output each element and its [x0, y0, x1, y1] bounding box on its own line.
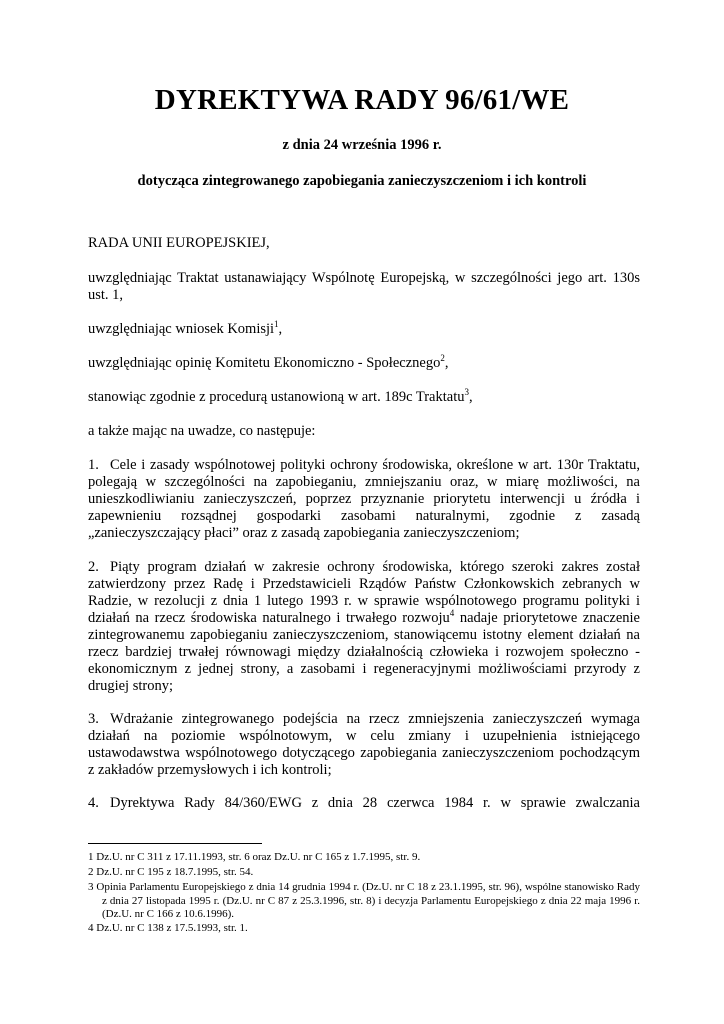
recital-number: 4. [88, 795, 99, 811]
recital-2 [88, 559, 640, 695]
recital-1 [88, 457, 640, 542]
footnote-ref-3: 3 [464, 387, 469, 398]
recital-text-part: nadaje priorytetowe znaczenie zintegrowanemu zapobieganiu zanieczyszczeniom, stanowiącemu istotny element działań na rzecz bardziej trwałej równowagi między działalnością człowieka i rozwojem społeczno - ekonomicznym z jednej strony, a zasobami i regeneracyjnymi możliwościami przyrody z drugiej strony; [88, 610, 640, 694]
preamble-procedure: stanowiąc zgodnie z procedurą ustanowioną w art. 189c Traktatu$^3$, [88, 387, 473, 405]
recital-text: Cele i zasady wspólnotowej polityki ochrony środowiska, określone w art. 130r Traktatu, polegają w szczególności na zapobieganiu, zmniejszaniu oraz, w miarę możliwości, na unieszkodliwianiu zanieczyszczeń, poprzez przyznanie priorytetu interwencji u źródła i zapewnieniu rozsądnej gospodarki zasobami naturalnymi, zgodnie z zasadą „zanieczyszczający płaci” oraz z zasadą zapobiegania zanieczyszczeniom; [88, 457, 640, 541]
footnote-separator [88, 843, 262, 844]
footnote-ref-1: 1 [274, 319, 279, 330]
footnote-ref-4: 4 [449, 608, 455, 619]
preamble-treaty: uwzględniając Traktat ustanawiający Wspólnotę Europejską, w szczególności jego art. 130s ust. 1, [88, 270, 640, 303]
recital-text-part: Piąty program działań w zakresie ochrony środowiska, którego szeroki zakres został zatwierdzony przez Radę i Przedstawicieli Rządów Państw Członkowskich zebranych w Radzie, w rezolucji z dnia 1 lutego 1993 r. w sprawie wspólnotowego programu polityki i działań na rzecz środowiska naturalnego i trwałego rozwoju [88, 559, 640, 626]
preamble-commission: uwzględniając wniosek Komisji$^1$, [88, 319, 283, 337]
preamble-procedure-text: stanowiąc zgodnie z procedurą ustanowioną w art. 189c Traktatu [88, 389, 465, 405]
footnote-2 [88, 866, 640, 880]
recital-number: 3. [88, 711, 99, 727]
footnote-3 [88, 881, 640, 922]
recital-text: Wdrażanie zintegrowanego podejścia na rzecz zmniejszenia zanieczyszczeń wymaga działań na poziomie wspólnotowym, w celu zmiany i uzupełnienia istniejącego ustawodawstwa wspólnotowego dotyczącego zapobiegania zanieczyszczeniom pochodzącym z zakładów przemysłowych i ich kontroli; [88, 711, 640, 778]
recital-number: 1. [88, 457, 99, 473]
preamble-commission-text: uwzględniając wniosek Komisji [88, 321, 275, 337]
document-title: DYREKTYWA RADY 96/61/WE [154, 84, 570, 116]
preamble-whereas: a także mając na uwadze, co następuje: [88, 423, 316, 439]
footnote-ref-2: 2 [440, 353, 445, 364]
document-subject: dotycząca zintegrowanego zapobiegania zanieczyszczeniom i ich kontroli [137, 173, 587, 189]
recital-4 [88, 795, 640, 812]
preamble-committee-text: uwzględniając opinię Komitetu Ekonomiczno - Społecznego [88, 355, 441, 371]
footnote-text: 3 Opinia Parlamentu Europejskiego z dnia 14 grudnia 1994 r. (Dz.U. nr C 18 z 23.1.1995, str. 96), wspólne stanowisko Rady z dnia 27 listopada 1995 r. (Dz.U. nr C 87 z 25.3.1996, str. 8) i decyzja Parlamentu Europejskiego z dnia 22 maja 1996 r. (Dz.U. nr C 166 z 10.6.1996). [88, 881, 640, 920]
footnote-1 [88, 851, 640, 865]
document-date: z dnia 24 września 1996 r. [282, 137, 442, 153]
recital-3 [88, 711, 640, 779]
recital-number: 2. [88, 559, 99, 575]
recital-text: Dyrektywa Rady 84/360/EWG z dnia 28 czerwca 1984 r. w sprawie zwalczania [110, 795, 640, 811]
footnote-text: 4 Dz.U. nr C 138 z 17.5.1993, str. 1. [88, 922, 248, 934]
footnote-4 [88, 922, 640, 936]
footnote-text: 2 Dz.U. nr C 195 z 18.7.1995, str. 54. [88, 866, 254, 878]
recital-text [88, 559, 640, 695]
footnote-text: 1 Dz.U. nr C 311 z 17.11.1993, str. 6 oraz Dz.U. nr C 165 z 1.7.1995, str. 9. [88, 851, 421, 863]
preamble-committee: uwzględniając opinię Komitetu Ekonomiczno - Społecznego$^2$, [88, 353, 449, 371]
preamble-council: RADA UNII EUROPEJSKIEJ, [88, 235, 270, 251]
